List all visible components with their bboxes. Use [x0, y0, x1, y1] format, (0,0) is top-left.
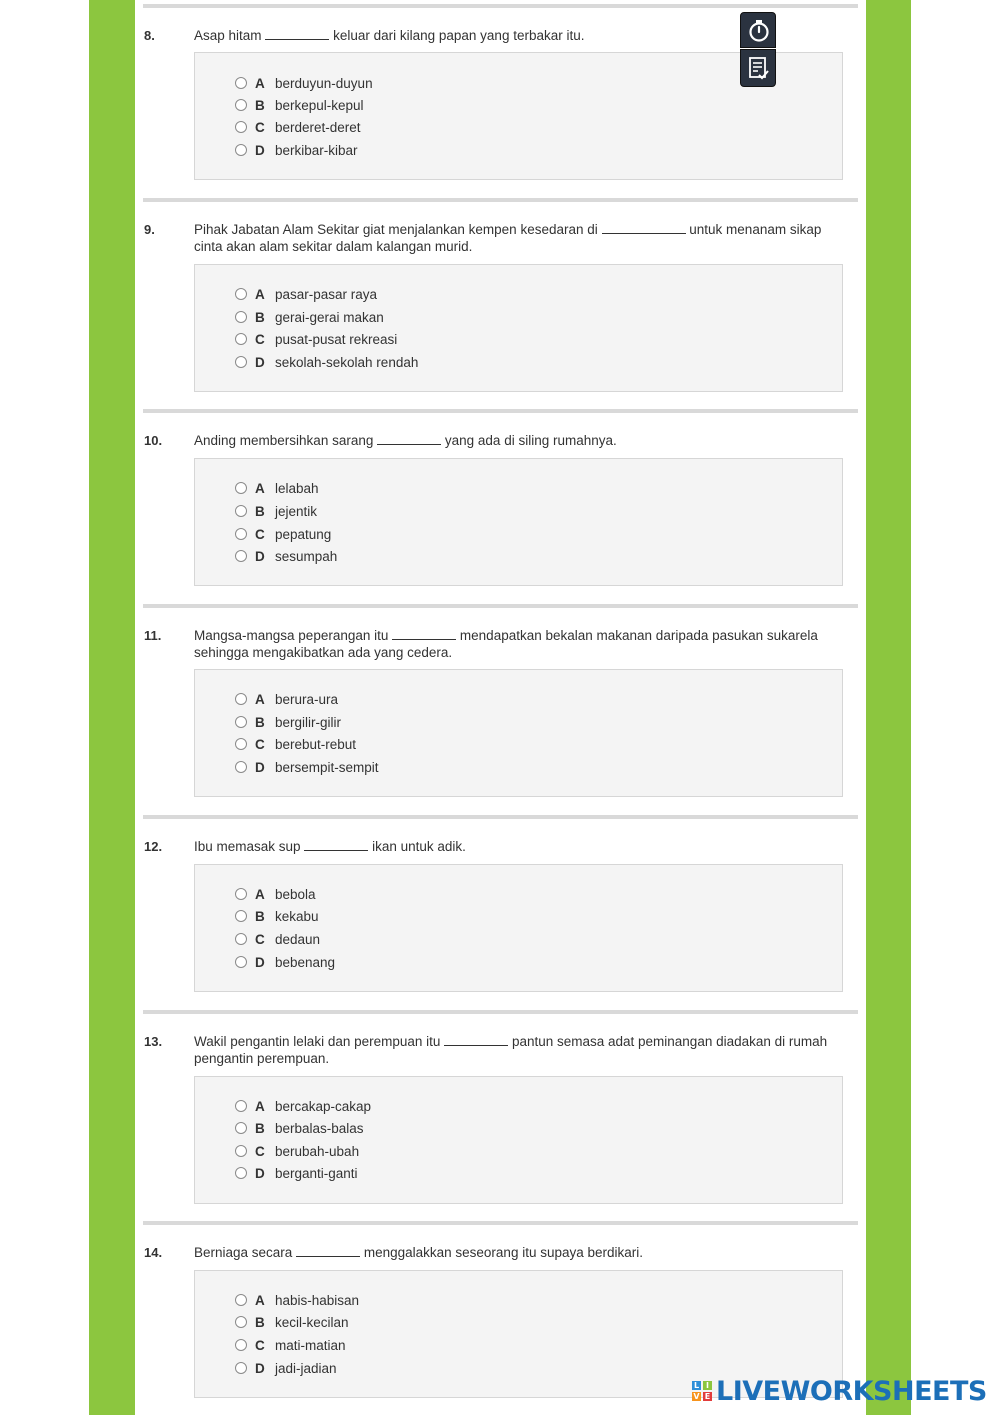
option-b[interactable]: B bergilir-gilir: [235, 713, 341, 731]
option-d[interactable]: D bebenang: [235, 953, 335, 971]
radio-button[interactable]: [235, 693, 247, 705]
option-b[interactable]: B kecil-kecilan: [235, 1313, 349, 1331]
radio-button[interactable]: [235, 716, 247, 728]
liveworksheets-logo: [692, 1376, 987, 1406]
question-divider: [143, 4, 858, 8]
question-divider: [143, 604, 858, 608]
left-green-frame: [89, 0, 135, 1415]
option-c[interactable]: C mati-matian: [235, 1336, 346, 1354]
question-divider: [143, 409, 858, 413]
question-divider: [143, 1221, 858, 1225]
option-c[interactable]: C pepatung: [235, 525, 331, 543]
option-a[interactable]: A lelabah: [235, 479, 319, 497]
question-number: 12.: [144, 839, 163, 854]
option-a[interactable]: A habis-habisan: [235, 1291, 359, 1309]
radio-button[interactable]: [235, 356, 247, 368]
option-c[interactable]: C berubah-ubah: [235, 1142, 359, 1160]
radio-button[interactable]: [235, 888, 247, 900]
option-c[interactable]: C berderet-deret: [235, 118, 361, 136]
question-text: Berniaga secara menggalakkan seseorang itu supaya berdikari.: [194, 1245, 644, 1260]
check-answers-button[interactable]: [740, 49, 776, 87]
option-d[interactable]: D sesumpah: [235, 547, 337, 565]
question-text: Mangsa-mangsa peperangan itu mendapatkan bekalan makanan daripada pasukan sukarela sehingga mengakibatkan ada yang cedera.: [194, 628, 818, 660]
radio-button[interactable]: [235, 1100, 247, 1112]
question-number: 14.: [144, 1245, 163, 1260]
radio-button[interactable]: [235, 1122, 247, 1134]
answer-blank: [392, 628, 456, 640]
option-b[interactable]: B jejentik: [235, 502, 317, 520]
radio-button[interactable]: [235, 1362, 247, 1374]
option-a[interactable]: A bebola: [235, 885, 316, 903]
option-a[interactable]: A berura-ura: [235, 690, 338, 708]
question-text: Pihak Jabatan Alam Sekitar giat menjalankan kempen kesedaran di untuk menanam sikap cinta akan alam sekitar dalam kalangan murid.: [194, 222, 822, 254]
radio-button[interactable]: [235, 288, 247, 300]
question-number: 8.: [144, 28, 155, 43]
option-a[interactable]: A berduyun-duyun: [235, 74, 373, 92]
radio-button[interactable]: [235, 761, 247, 773]
question-divider: [143, 1010, 858, 1014]
question-text: Wakil pengantin lelaki dan perempuan itu pantun semasa adat peminangan diadakan di rumah pengantin perempuan.: [194, 1034, 828, 1066]
stopwatch-icon: [748, 19, 770, 43]
answer-blank: [304, 839, 368, 851]
question-divider: [143, 198, 858, 202]
logo-text: LIVEWORKSHEETS: [716, 1375, 987, 1407]
option-d[interactable]: D bersempit-sempit: [235, 758, 379, 776]
question-number: 11.: [144, 628, 162, 643]
question-text: Anding membersihkan sarang yang ada di siling rumahnya.: [194, 433, 617, 448]
radio-button[interactable]: [235, 933, 247, 945]
answer-blank: [377, 433, 441, 445]
question-divider: [143, 815, 858, 819]
radio-button[interactable]: [235, 550, 247, 562]
option-b[interactable]: B kekabu: [235, 907, 319, 925]
radio-button[interactable]: [235, 121, 247, 133]
answer-blank: [602, 222, 686, 234]
answer-blank: [444, 1034, 508, 1046]
option-b[interactable]: B berbalas-balas: [235, 1119, 364, 1137]
answer-blank: [296, 1245, 360, 1257]
radio-button[interactable]: [235, 482, 247, 494]
options-box: [194, 458, 843, 586]
right-green-frame: [866, 0, 911, 1415]
option-d[interactable]: D sekolah-sekolah rendah: [235, 353, 418, 371]
option-c[interactable]: C pusat-pusat rekreasi: [235, 330, 397, 348]
options-box: [194, 264, 843, 392]
logo-mark-icon: L I V E: [693, 1381, 711, 1401]
radio-button[interactable]: [235, 99, 247, 111]
radio-button[interactable]: [235, 1167, 247, 1179]
radio-button[interactable]: [235, 333, 247, 345]
radio-button[interactable]: [235, 144, 247, 156]
option-c[interactable]: C berebut-rebut: [235, 735, 356, 753]
question-text: Ibu memasak sup ikan untuk adik.: [194, 839, 466, 854]
options-box: [194, 864, 843, 992]
option-c[interactable]: C dedaun: [235, 930, 320, 948]
radio-button[interactable]: [235, 1294, 247, 1306]
option-a[interactable]: A pasar-pasar raya: [235, 285, 377, 303]
question-number: 13.: [144, 1034, 163, 1049]
option-b[interactable]: B gerai-gerai makan: [235, 308, 384, 326]
radio-button[interactable]: [235, 505, 247, 517]
question-number: 10.: [144, 433, 163, 448]
radio-button[interactable]: [235, 77, 247, 89]
question-number: 9.: [144, 222, 155, 237]
checklist-icon: [748, 56, 770, 82]
radio-button[interactable]: [235, 738, 247, 750]
radio-button[interactable]: [235, 910, 247, 922]
radio-button[interactable]: [235, 1145, 247, 1157]
options-box: [194, 1076, 843, 1204]
option-b[interactable]: B berkepul-kepul: [235, 96, 364, 114]
timer-button[interactable]: [740, 12, 776, 48]
option-a[interactable]: A bercakap-cakap: [235, 1097, 371, 1115]
radio-button[interactable]: [235, 1339, 247, 1351]
options-box: [194, 669, 843, 797]
radio-button[interactable]: [235, 1316, 247, 1328]
radio-button[interactable]: [235, 956, 247, 968]
option-d[interactable]: D berkibar-kibar: [235, 141, 358, 159]
radio-button[interactable]: [235, 311, 247, 323]
option-d[interactable]: D jadi-jadian: [235, 1359, 337, 1377]
answer-blank: [265, 28, 329, 40]
question-text: Asap hitam keluar dari kilang papan yang terbakar itu.: [194, 28, 585, 43]
radio-button[interactable]: [235, 528, 247, 540]
option-d[interactable]: D berganti-ganti: [235, 1164, 358, 1182]
